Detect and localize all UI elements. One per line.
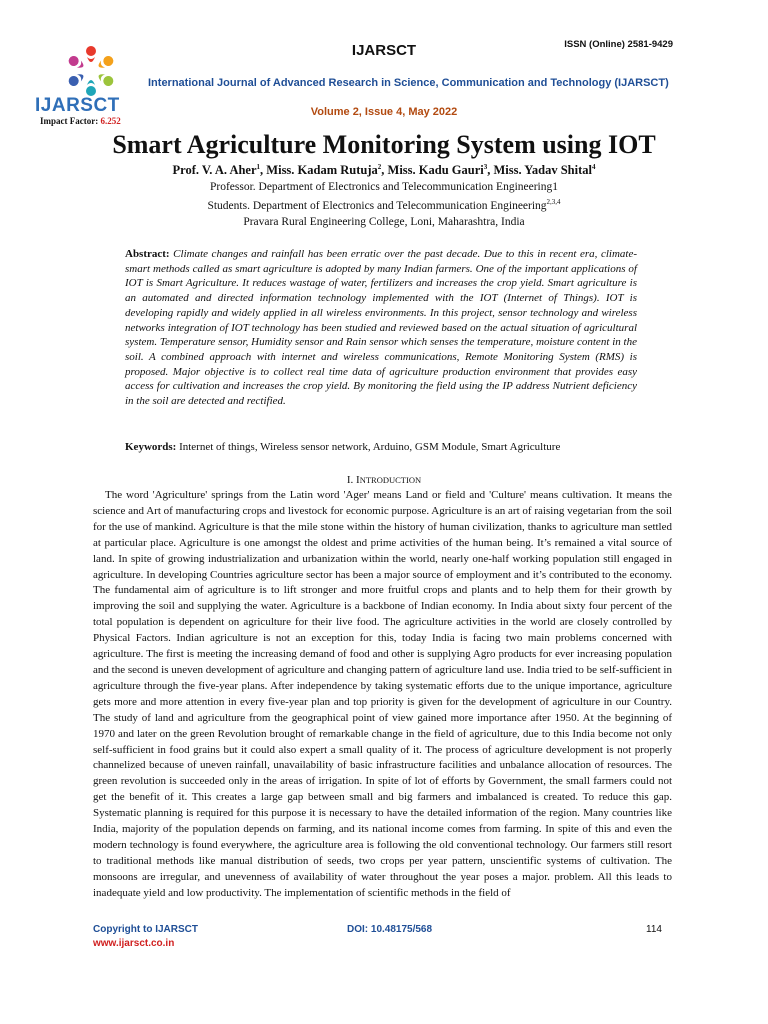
- keywords-label: Keywords:: [125, 441, 177, 453]
- journal-short-name: IJARSCT: [351, 42, 417, 59]
- volume-issue: Volume 2, Issue 4, May 2022: [310, 106, 458, 118]
- keywords: [125, 441, 645, 453]
- affiliation-professor: Professor. Department of Electronics and Telecommunication Engineering1: [209, 181, 559, 193]
- footer-website-link[interactable]: www.ijarsct.co.in: [93, 938, 175, 949]
- author-affiliation-mark: 2: [377, 163, 382, 171]
- author: Miss. Kadu Gauri: [387, 163, 484, 178]
- author-list: [0, 163, 768, 178]
- section-heading-prefix: I. I: [346, 474, 360, 486]
- page-number: 114: [646, 924, 662, 935]
- author: Miss. Yadav Shital: [493, 163, 592, 178]
- paper-title: Smart Agriculture Monitoring System using IOT: [112, 130, 656, 159]
- body-text: [93, 488, 672, 902]
- author-separator: ,: [260, 163, 267, 178]
- section-heading-rest: NTRODUCTION: [359, 475, 422, 485]
- affiliation-institution: Pravara Rural Engineering College, Loni, Maharashtra, India: [243, 216, 525, 228]
- abstract: [125, 247, 637, 409]
- author-separator: ,: [487, 163, 494, 178]
- body-paragraph: The word 'Agriculture' springs from the Latin word 'Ager' means Land or field and 'Culture' means cultivation. It means the science and Art of manufacturing crops and livestock for economic purpose. Agriculture is an art of raising vegetarian from the soil for the use of mankind. Agriculture is that the mile stone within the history of human civilization, thanks to agriculture man settled at particular place. Agriculture is one amongst the oldest and prime activities of the human being. It’s remained a vital source of land. In spite of growing industrialization and urbanization within the world, nearly one-half working population still engaged in agriculture. In developing Countries agriculture sector has been a major source of employment and it’s contributed to the economy. The fundamental aim of agriculture is to lift stronger and more fruitful crops and plants and to help them for their growth by improving the soil and supplying the water. Agriculture is a backbone of Indian economy. In India about sixty four percent of the total population is dependent on agriculture for their live food. The agriculture activities in the world are closely controlled by Physical Factors. Indian agriculture is not an exception for this, today India is facing two main problems concerned with agriculture. The first is meeting the increasing demand of food and other is supplying Agro products for ever increasing population and the second is uneven development of agriculture and changing pattern of agriculture land use. India tried to be self-sufficient in agriculture through the five-year plans. After independence by taking systematic efforts due to the unique importance, agriculture gets more and more attention in every five-year plan and top priority is given for the development of agriculture in our Country. The study of land and agriculture from the geographical point of view gained more importance after 1950. At the beginning of 1970 and later on the green Revolution brought of remarkable change in the field of agriculture, due to this India become not only self-sufficient in food grains but it could also expert a small quality of it. The process of agriculture development is not properly channelized because of uneven rainfall, unavailability of basic infrastructure facilities and unbalance allocation of resources. The green revolution is succeeded only in the areas of irrigation. In spite of lot of efforts by Government, the small farmers could not get the benefit of it. This creates a large gap between small and big farmers and imbalanced is created. To reduce this gap. Systematic planning is required for this purpose it is necessary to have the detailed information of the region. Many countries like India, majority of the population depends on farming, and its national income comes from farming. In spite of this and even the modern technology is found everywhere, the agriculture area is following the old conventional technology. Our farmers still resort to traditional methods like manual distribution of seeds, two crops per year pattern, unscientific systems of cultivation. The monsoons are irregular, and unevenness of availability of water throughout the year poses a major. problem. All this leads to inadequate yield and low productivity. The implementation of scientific methods in the field of: [93, 489, 672, 899]
- section-heading: [0, 474, 768, 486]
- affiliation-students-text: Students. Department of Electronics and Telecommunication Engineering: [207, 199, 547, 212]
- journal-full-name: International Journal of Advanced Research in Science, Communication and Technology (IJARSCT): [148, 77, 669, 89]
- abstract-text: Climate changes and rainfall has been erratic over the past decade. Due to this in recent era, climate-smart methods called as smart agriculture is adopted by many Indian farmers. One of the important applications of IOT is Smart Agriculture. It reduces wastage of water, fertilizers and increases the crop yield. Smart agriculture is an automated and directed information technology implemented with the IOT (Internet of Things). IOT is developing rapidly and widely applied in all wireless environments. In this project, sensor technology and wireless networks integration of IOT technology has been studied and reviewed based on the actual situation of agricultural system. Temperature sensor, Humidity sensor and Rain sensor which senses the temperature, moisture content in the soil. A combined approach with internet and wireless communications, Remote Monitoring System (RMS) is proposed. Major objective is to collect real time data of agriculture production environment that provides easy access for cultivation and increases the crop yield. By monitoring the field using the IP address Nutrient deficiency in the soil are detected and rectified.: [125, 248, 638, 408]
- keywords-text: Internet of things, Wireless sensor network, Arduino, GSM Module, Smart Agriculture: [179, 441, 561, 453]
- abstract-label: Abstract:: [125, 248, 170, 260]
- author-affiliation-mark: 4: [592, 163, 596, 171]
- footer-doi: DOI: 10.48175/568: [347, 924, 433, 935]
- affiliation-students-mark: 2,3,4: [546, 198, 561, 206]
- author-affiliation-mark: 3: [483, 163, 488, 171]
- impact-factor-value: 6.252: [100, 116, 121, 126]
- affiliation-students: [0, 198, 768, 212]
- author-affiliation-mark: 1: [256, 163, 261, 171]
- footer-copyright: Copyright to IJARSCT: [93, 924, 198, 935]
- issn: ISSN (Online) 2581-9429: [564, 39, 673, 50]
- logo-wordmark: IJARSCT: [35, 95, 120, 116]
- author: Miss. Kadam Rutuja: [266, 163, 378, 178]
- impact-factor-label: Impact Factor:: [40, 116, 99, 126]
- author-separator: ,: [381, 163, 388, 178]
- author: Prof. V. A. Aher: [172, 163, 257, 178]
